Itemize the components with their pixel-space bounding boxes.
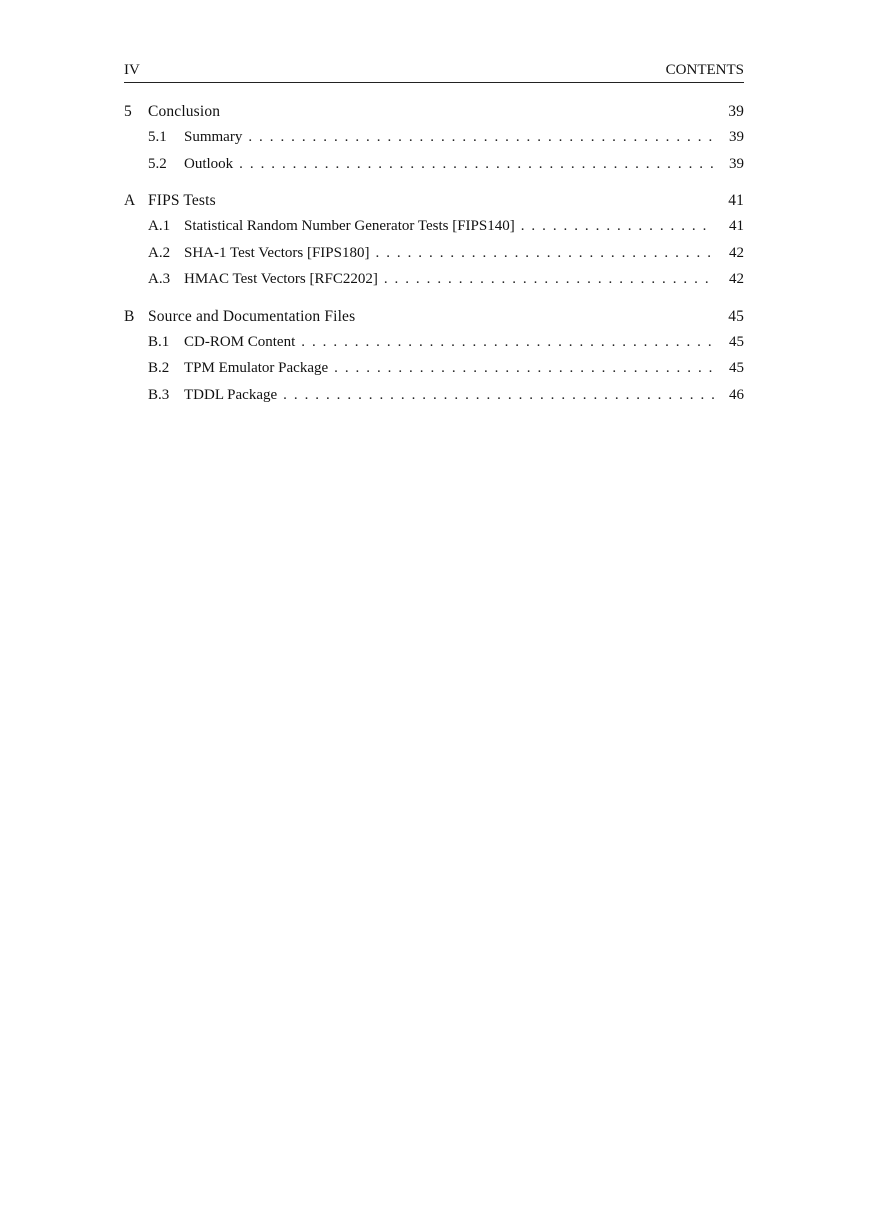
chapter-page-number: 39 — [728, 103, 744, 120]
section-title: Outlook — [184, 155, 234, 172]
toc-section-entry[interactable] — [124, 266, 744, 293]
toc-section-entry[interactable] — [124, 151, 744, 178]
dot-leader — [301, 334, 714, 351]
dot-leader — [521, 218, 714, 235]
dot-leader — [384, 271, 714, 288]
chapter-page-number: 41 — [728, 192, 744, 209]
section-title: TPM Emulator Package — [184, 360, 329, 376]
section-title: HMAC Test Vectors [RFC2202] — [184, 271, 378, 287]
section-title: Statistical Random Number Generator Tests [FIPS140] — [184, 218, 515, 234]
section-number: A.2 — [148, 244, 171, 261]
header-title: CONTENTS — [665, 62, 744, 78]
section-title: SHA-1 Test Vectors [FIPS180] — [184, 244, 370, 261]
toc-section-entry[interactable] — [124, 329, 744, 356]
table-of-contents — [124, 103, 744, 423]
toc-chapter-entry[interactable] — [124, 308, 744, 329]
section-page-number: 41 — [729, 218, 744, 234]
chapter-number: A — [124, 192, 136, 209]
toc-chapter-entry[interactable] — [124, 192, 744, 213]
dot-leader — [334, 360, 714, 377]
section-page-number: 42 — [729, 271, 744, 287]
toc-section-entry[interactable] — [124, 382, 744, 409]
section-page-number: 39 — [729, 129, 744, 145]
toc-chapter — [124, 192, 744, 293]
toc-section-entry[interactable] — [124, 124, 744, 151]
chapter-title: FIPS Tests — [148, 192, 216, 209]
dot-leader — [376, 245, 715, 262]
section-page-number: 39 — [729, 155, 744, 172]
section-title: Summary — [184, 129, 243, 145]
section-number: 5.1 — [148, 129, 167, 145]
section-page-number: 45 — [729, 360, 744, 376]
chapter-title: Source and Documentation Files — [148, 307, 356, 325]
chapter-page-number: 45 — [728, 307, 744, 325]
chapter-title: Conclusion — [148, 103, 221, 120]
section-number: B.2 — [148, 360, 170, 376]
toc-section-entry[interactable] — [124, 355, 744, 382]
dot-leader — [239, 156, 714, 173]
toc-chapter-entry[interactable] — [124, 103, 744, 124]
toc-chapter — [124, 103, 744, 177]
toc-chapter — [124, 308, 744, 409]
section-title: TDDL Package — [184, 386, 278, 403]
section-page-number: 46 — [729, 386, 744, 403]
section-number: A.3 — [148, 271, 171, 287]
section-page-number: 45 — [729, 333, 744, 350]
section-number: 5.2 — [148, 155, 167, 172]
section-page-number: 42 — [729, 244, 744, 261]
dot-leader — [283, 387, 714, 404]
running-header — [124, 62, 744, 83]
section-number: B.1 — [148, 333, 170, 350]
chapter-number: 5 — [124, 103, 132, 120]
dot-leader — [248, 129, 714, 146]
section-title: CD-ROM Content — [184, 333, 296, 350]
chapter-number: B — [124, 307, 135, 325]
toc-section-entry[interactable] — [124, 213, 744, 240]
header-page-number: IV — [124, 62, 140, 78]
toc-section-entry[interactable] — [124, 240, 744, 267]
section-number: B.3 — [148, 386, 170, 403]
section-number: A.1 — [148, 218, 171, 234]
